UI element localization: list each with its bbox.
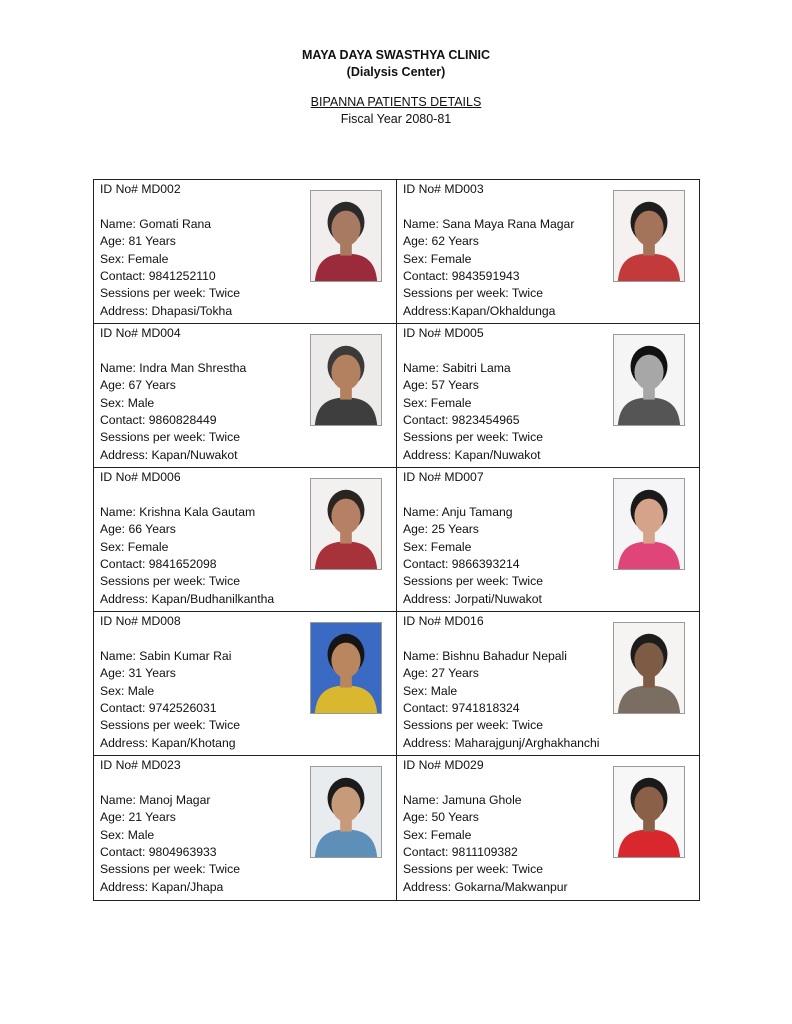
patient-address: Address: Kapan/Jhapa [100, 879, 224, 894]
patient-contact: Contact: 9823454965 [403, 413, 520, 428]
patient-photo [310, 190, 382, 282]
patient-contact: Contact: 9841652098 [100, 557, 217, 572]
patient-sessions: Sessions per week: Twice [403, 718, 543, 733]
portrait-icon [614, 623, 684, 713]
portrait-icon [311, 767, 381, 857]
document-title: BIPANNA PATIENTS DETAILS [310, 95, 482, 109]
patient-name: Name: Anju Tamang [403, 504, 513, 519]
patient-sex: Sex: Female [403, 395, 472, 410]
patient-id: ID No# MD016 [403, 614, 484, 628]
patient-age: Age: 67 Years [100, 378, 176, 393]
patient-id: ID No# MD006 [100, 470, 181, 484]
patient-sessions: Sessions per week: Twice [403, 574, 543, 589]
patient-age: Age: 57 Years [403, 378, 479, 393]
patient-sessions: Sessions per week: Twice [100, 574, 240, 589]
portrait-icon [614, 767, 684, 857]
patient-name: Name: Manoj Magar [100, 792, 211, 807]
patient-photo [613, 478, 685, 570]
patient-photo [613, 766, 685, 858]
clinic-name: MAYA DAYA SWASTHYA CLINIC [301, 48, 490, 62]
patient-photo [310, 622, 382, 714]
patient-address: Address: Kapan/Khotang [100, 735, 236, 750]
patient-contact: Contact: 9804963933 [100, 845, 217, 860]
patient-sex: Sex: Female [403, 251, 472, 266]
patient-card [94, 468, 397, 612]
fiscal-year: Fiscal Year 2080-81 [340, 112, 452, 126]
patient-card [397, 324, 699, 468]
patient-age: Age: 62 Years [403, 234, 479, 249]
patient-card [94, 324, 397, 468]
patient-sessions: Sessions per week: Twice [100, 430, 240, 445]
document-header [0, 47, 792, 128]
patient-sessions: Sessions per week: Twice [100, 862, 240, 877]
portrait-icon [311, 191, 381, 281]
patient-age: Age: 27 Years [403, 666, 479, 681]
patient-sex: Sex: Male [100, 683, 155, 698]
patient-id: ID No# MD003 [403, 182, 484, 196]
patient-sex: Sex: Male [100, 395, 155, 410]
patient-address: Address: Gokarna/Makwanpur [403, 879, 568, 894]
patient-id: ID No# MD023 [100, 758, 181, 772]
portrait-icon [614, 479, 684, 569]
patient-name: Name: Bishnu Bahadur Nepali [403, 648, 567, 663]
patient-contact: Contact: 9741818324 [403, 701, 520, 716]
patient-name: Name: Sana Maya Rana Magar [403, 216, 575, 231]
patient-name: Name: Sabitri Lama [403, 360, 511, 375]
patient-age: Age: 81 Years [100, 234, 176, 249]
patient-photo [613, 190, 685, 282]
patient-address: Address: Dhapasi/Tokha [100, 303, 233, 318]
patient-card [397, 612, 699, 756]
portrait-icon [311, 479, 381, 569]
patient-id: ID No# MD004 [100, 326, 181, 340]
patient-card [397, 180, 699, 324]
patient-sessions: Sessions per week: Twice [100, 286, 240, 301]
patient-contact: Contact: 9860828449 [100, 413, 217, 428]
patient-photo [310, 334, 382, 426]
patient-card [94, 612, 397, 756]
patient-sex: Sex: Female [403, 827, 472, 842]
patient-contact: Contact: 9843591943 [403, 269, 520, 284]
patient-photo [613, 622, 685, 714]
patient-name: Name: Sabin Kumar Rai [100, 648, 232, 663]
patient-age: Age: 50 Years [403, 810, 479, 825]
patient-sessions: Sessions per week: Twice [403, 862, 543, 877]
patient-id: ID No# MD005 [403, 326, 484, 340]
patient-age: Age: 25 Years [403, 522, 479, 537]
patient-name: Name: Gomati Rana [100, 216, 212, 231]
patient-name: Name: Krishna Kala Gautam [100, 504, 256, 519]
clinic-subtitle: (Dialysis Center) [346, 65, 446, 79]
patient-age: Age: 66 Years [100, 522, 176, 537]
patient-name: Name: Jamuna Ghole [403, 792, 522, 807]
patient-sex: Sex: Female [100, 251, 169, 266]
patient-sex: Sex: Male [403, 683, 458, 698]
patient-photo [613, 334, 685, 426]
patient-address: Address: Kapan/Nuwakot [100, 447, 238, 462]
patient-address: Address: Maharajgunj/Arghakhanchi [403, 735, 600, 750]
patient-id: ID No# MD007 [403, 470, 484, 484]
patients-table [93, 179, 700, 901]
patient-sessions: Sessions per week: Twice [100, 718, 240, 733]
patient-contact: Contact: 9866393214 [403, 557, 520, 572]
patient-card [94, 180, 397, 324]
patient-address: Address:Kapan/Okhaldunga [403, 303, 556, 318]
portrait-icon [614, 335, 684, 425]
patient-id: ID No# MD029 [403, 758, 484, 772]
patient-age: Age: 31 Years [100, 666, 176, 681]
portrait-icon [614, 191, 684, 281]
patient-id: ID No# MD008 [100, 614, 181, 628]
patient-sex: Sex: Female [100, 539, 169, 554]
patient-card [397, 468, 699, 612]
patient-sex: Sex: Male [100, 827, 155, 842]
patient-sessions: Sessions per week: Twice [403, 430, 543, 445]
patient-photo [310, 478, 382, 570]
patient-card [397, 756, 699, 900]
patient-address: Address: Kapan/Nuwakot [403, 447, 541, 462]
patient-name: Name: Indra Man Shrestha [100, 360, 247, 375]
patient-sex: Sex: Female [403, 539, 472, 554]
patient-address: Address: Kapan/Budhanilkantha [100, 591, 275, 606]
patient-photo [310, 766, 382, 858]
patient-contact: Contact: 9742526031 [100, 701, 217, 716]
patient-contact: Contact: 9811109382 [403, 845, 518, 860]
patient-age: Age: 21 Years [100, 810, 176, 825]
patient-card [94, 756, 397, 900]
patient-contact: Contact: 9841252110 [100, 269, 216, 284]
patient-sessions: Sessions per week: Twice [403, 286, 543, 301]
patient-id: ID No# MD002 [100, 182, 181, 196]
portrait-icon [311, 623, 381, 713]
patient-address: Address: Jorpati/Nuwakot [403, 591, 542, 606]
portrait-icon [311, 335, 381, 425]
